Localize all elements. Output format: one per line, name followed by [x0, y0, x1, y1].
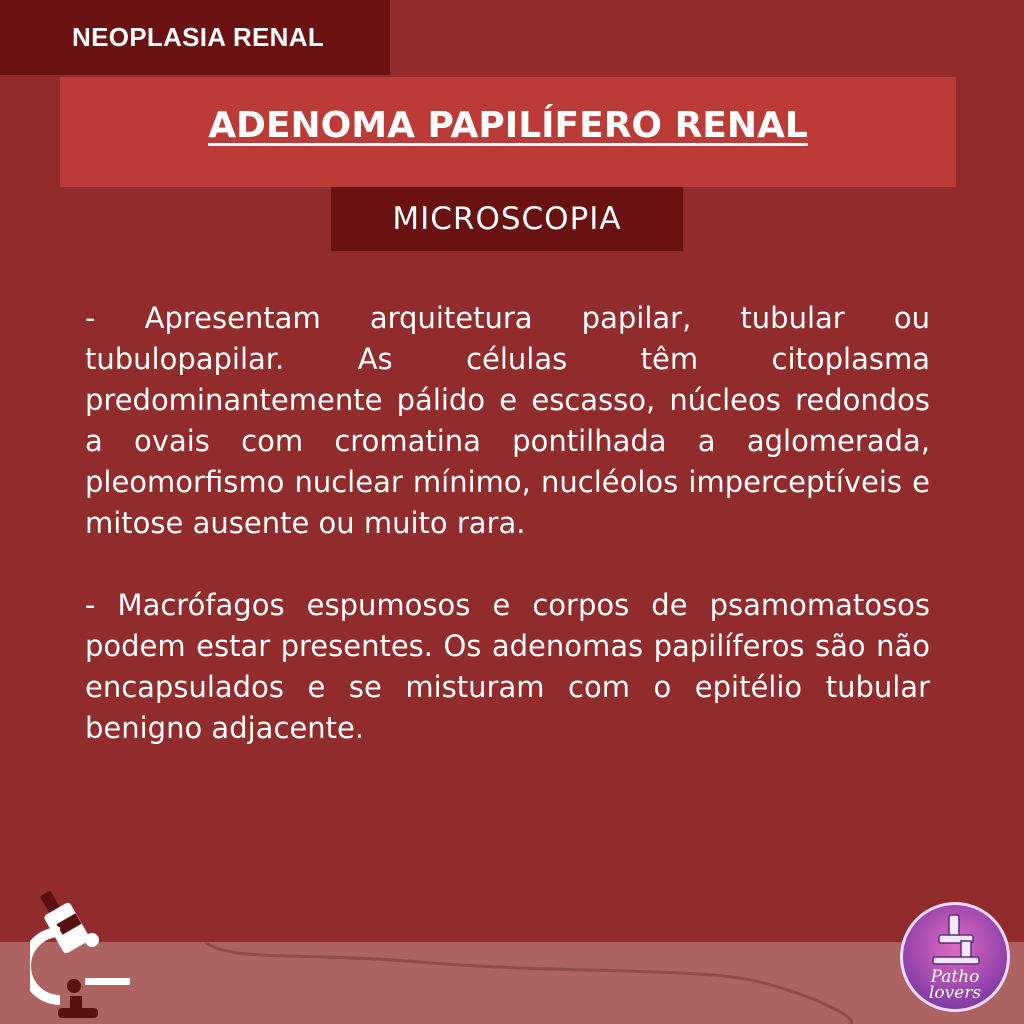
paragraph-2: - Macrófagos espumosos e corpos de psamomatosos podem estar presentes. Os adenomas papilíferos são não encapsulados e se misturam com o epitélio tubular benigno adjacente. [85, 588, 930, 745]
logo-text-1: Patho [930, 967, 980, 987]
category-tag [0, 0, 390, 75]
logo-text-2: lovers [928, 983, 982, 1003]
section-title: MICROSCOPIA [392, 201, 622, 237]
footer-band [0, 942, 1024, 1024]
title-banner [60, 77, 956, 187]
patho-lovers-logo [900, 902, 1010, 1012]
page-title: ADENOMA PAPILÍFERO RENAL [208, 105, 808, 146]
paragraph-1: - Apresentam arquitetura papilar, tubular ou tubulopapilar. As células têm citoplasma predominantemente pálido e escasso, núcleos redondos a ovais com cromatina pontilhada a aglomerada, pleomorfismo nuclear mínimo, nucléolos imperceptíveis e mitose ausente ou muito rara. [85, 301, 930, 540]
content-body [85, 298, 930, 749]
decorative-curve [0, 942, 1024, 1024]
section-banner [331, 187, 683, 251]
microscope-icon [30, 882, 140, 1024]
category-tag-label: NEOPLASIA RENAL [72, 22, 324, 52]
logo-microscope-icon [925, 911, 985, 967]
